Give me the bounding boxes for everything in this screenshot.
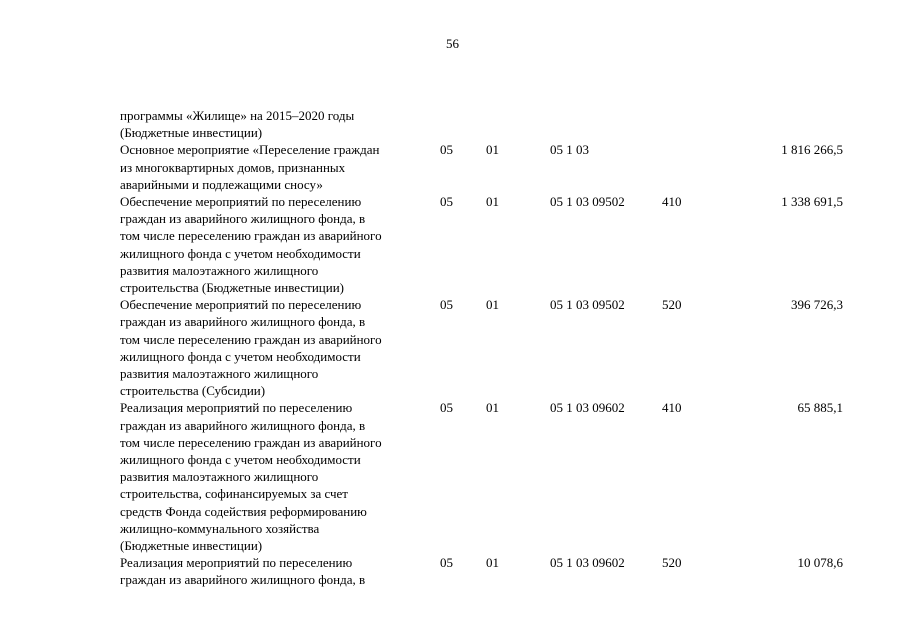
amount-value: 10 078,6 xyxy=(797,555,843,571)
description-line: Реализация мероприятий по переселению xyxy=(120,400,353,416)
target-article-code: 05 1 03 09602 xyxy=(550,555,625,571)
description-line: том числе переселению граждан из аварийного xyxy=(120,434,382,450)
description-line: строительства, софинансируемых за счет xyxy=(120,486,348,502)
target-article-code: 05 1 03 09602 xyxy=(550,400,625,416)
expense-type-code: 410 xyxy=(662,194,682,209)
subsection-code: 01 xyxy=(486,194,499,209)
amount-value: 396 726,3 xyxy=(791,297,843,313)
description-line: развития малоэтажного жилищного xyxy=(120,262,319,278)
section-code: 05 xyxy=(440,297,453,313)
description-line: том числе переселению граждан из аварийного xyxy=(120,228,382,244)
subsection-code: 01 xyxy=(486,555,499,571)
description-line: (Бюджетные инвестиции) xyxy=(120,125,263,141)
table-row xyxy=(0,399,905,554)
description-line: жилищного фонда с учетом необходимости xyxy=(120,245,361,261)
table-row xyxy=(0,107,905,141)
description-line: граждан из аварийного жилищного фонда, в xyxy=(120,211,366,227)
subsection-code: 01 xyxy=(486,297,499,313)
description-line: жилищного фонда с учетом необходимости xyxy=(120,348,361,364)
expense-type-code: 410 xyxy=(662,400,682,416)
table-row xyxy=(0,141,905,193)
description-line: развития малоэтажного жилищного xyxy=(120,469,319,485)
table-row xyxy=(0,296,905,399)
subsection-code: 01 xyxy=(486,400,499,416)
table-row xyxy=(0,193,905,296)
row-description xyxy=(120,141,435,193)
description-line: аварийными и подлежащими сносу» xyxy=(120,176,323,192)
description-line: из многоквартирных домов, признанных xyxy=(120,159,346,175)
section-code: 05 xyxy=(440,555,453,571)
target-article-code: 05 1 03 09502 xyxy=(550,194,625,209)
target-article-code: 05 1 03 09502 xyxy=(550,297,625,313)
expense-type-code: 520 xyxy=(662,297,682,313)
row-description xyxy=(120,296,435,399)
table-row xyxy=(0,554,905,588)
row-description xyxy=(120,107,435,141)
description-line: жилищно-коммунального хозяйства xyxy=(120,520,320,536)
description-line: Обеспечение мероприятий по переселению xyxy=(120,194,362,209)
expense-type-code: 520 xyxy=(662,555,682,571)
description-line: программы «Жилище» на 2015–2020 годы xyxy=(120,108,355,123)
row-description xyxy=(120,399,435,554)
description-line: строительства (Субсидии) xyxy=(120,383,266,399)
description-line: Обеспечение мероприятий по переселению xyxy=(120,297,362,313)
target-article-code: 05 1 03 xyxy=(550,142,589,158)
subsection-code: 01 xyxy=(486,142,499,158)
description-line: граждан из аварийного жилищного фонда, в xyxy=(120,572,366,588)
section-code: 05 xyxy=(440,142,453,158)
description-line: Основное мероприятие «Переселение граждан xyxy=(120,142,380,158)
row-description xyxy=(120,554,435,588)
row-description xyxy=(120,193,435,296)
description-line: том числе переселению граждан из аварийного xyxy=(120,331,382,347)
amount-value: 1 338 691,5 xyxy=(781,194,843,209)
description-line: (Бюджетные инвестиции) xyxy=(120,538,263,554)
section-code: 05 xyxy=(440,194,453,209)
description-line: строительства (Бюджетные инвестиции) xyxy=(120,280,344,296)
description-line: граждан из аварийного жилищного фонда, в xyxy=(120,417,366,433)
description-line: жилищного фонда с учетом необходимости xyxy=(120,452,361,467)
page-number: 56 xyxy=(446,36,459,51)
section-code: 05 xyxy=(440,400,453,416)
description-line: Реализация мероприятий по переселению xyxy=(120,555,353,571)
amount-value: 1 816 266,5 xyxy=(781,142,843,158)
amount-value: 65 885,1 xyxy=(797,400,843,416)
description-line: средств Фонда содействия реформированию xyxy=(120,503,367,519)
description-line: граждан из аварийного жилищного фонда, в xyxy=(120,314,366,330)
description-line: развития малоэтажного жилищного xyxy=(120,366,319,381)
